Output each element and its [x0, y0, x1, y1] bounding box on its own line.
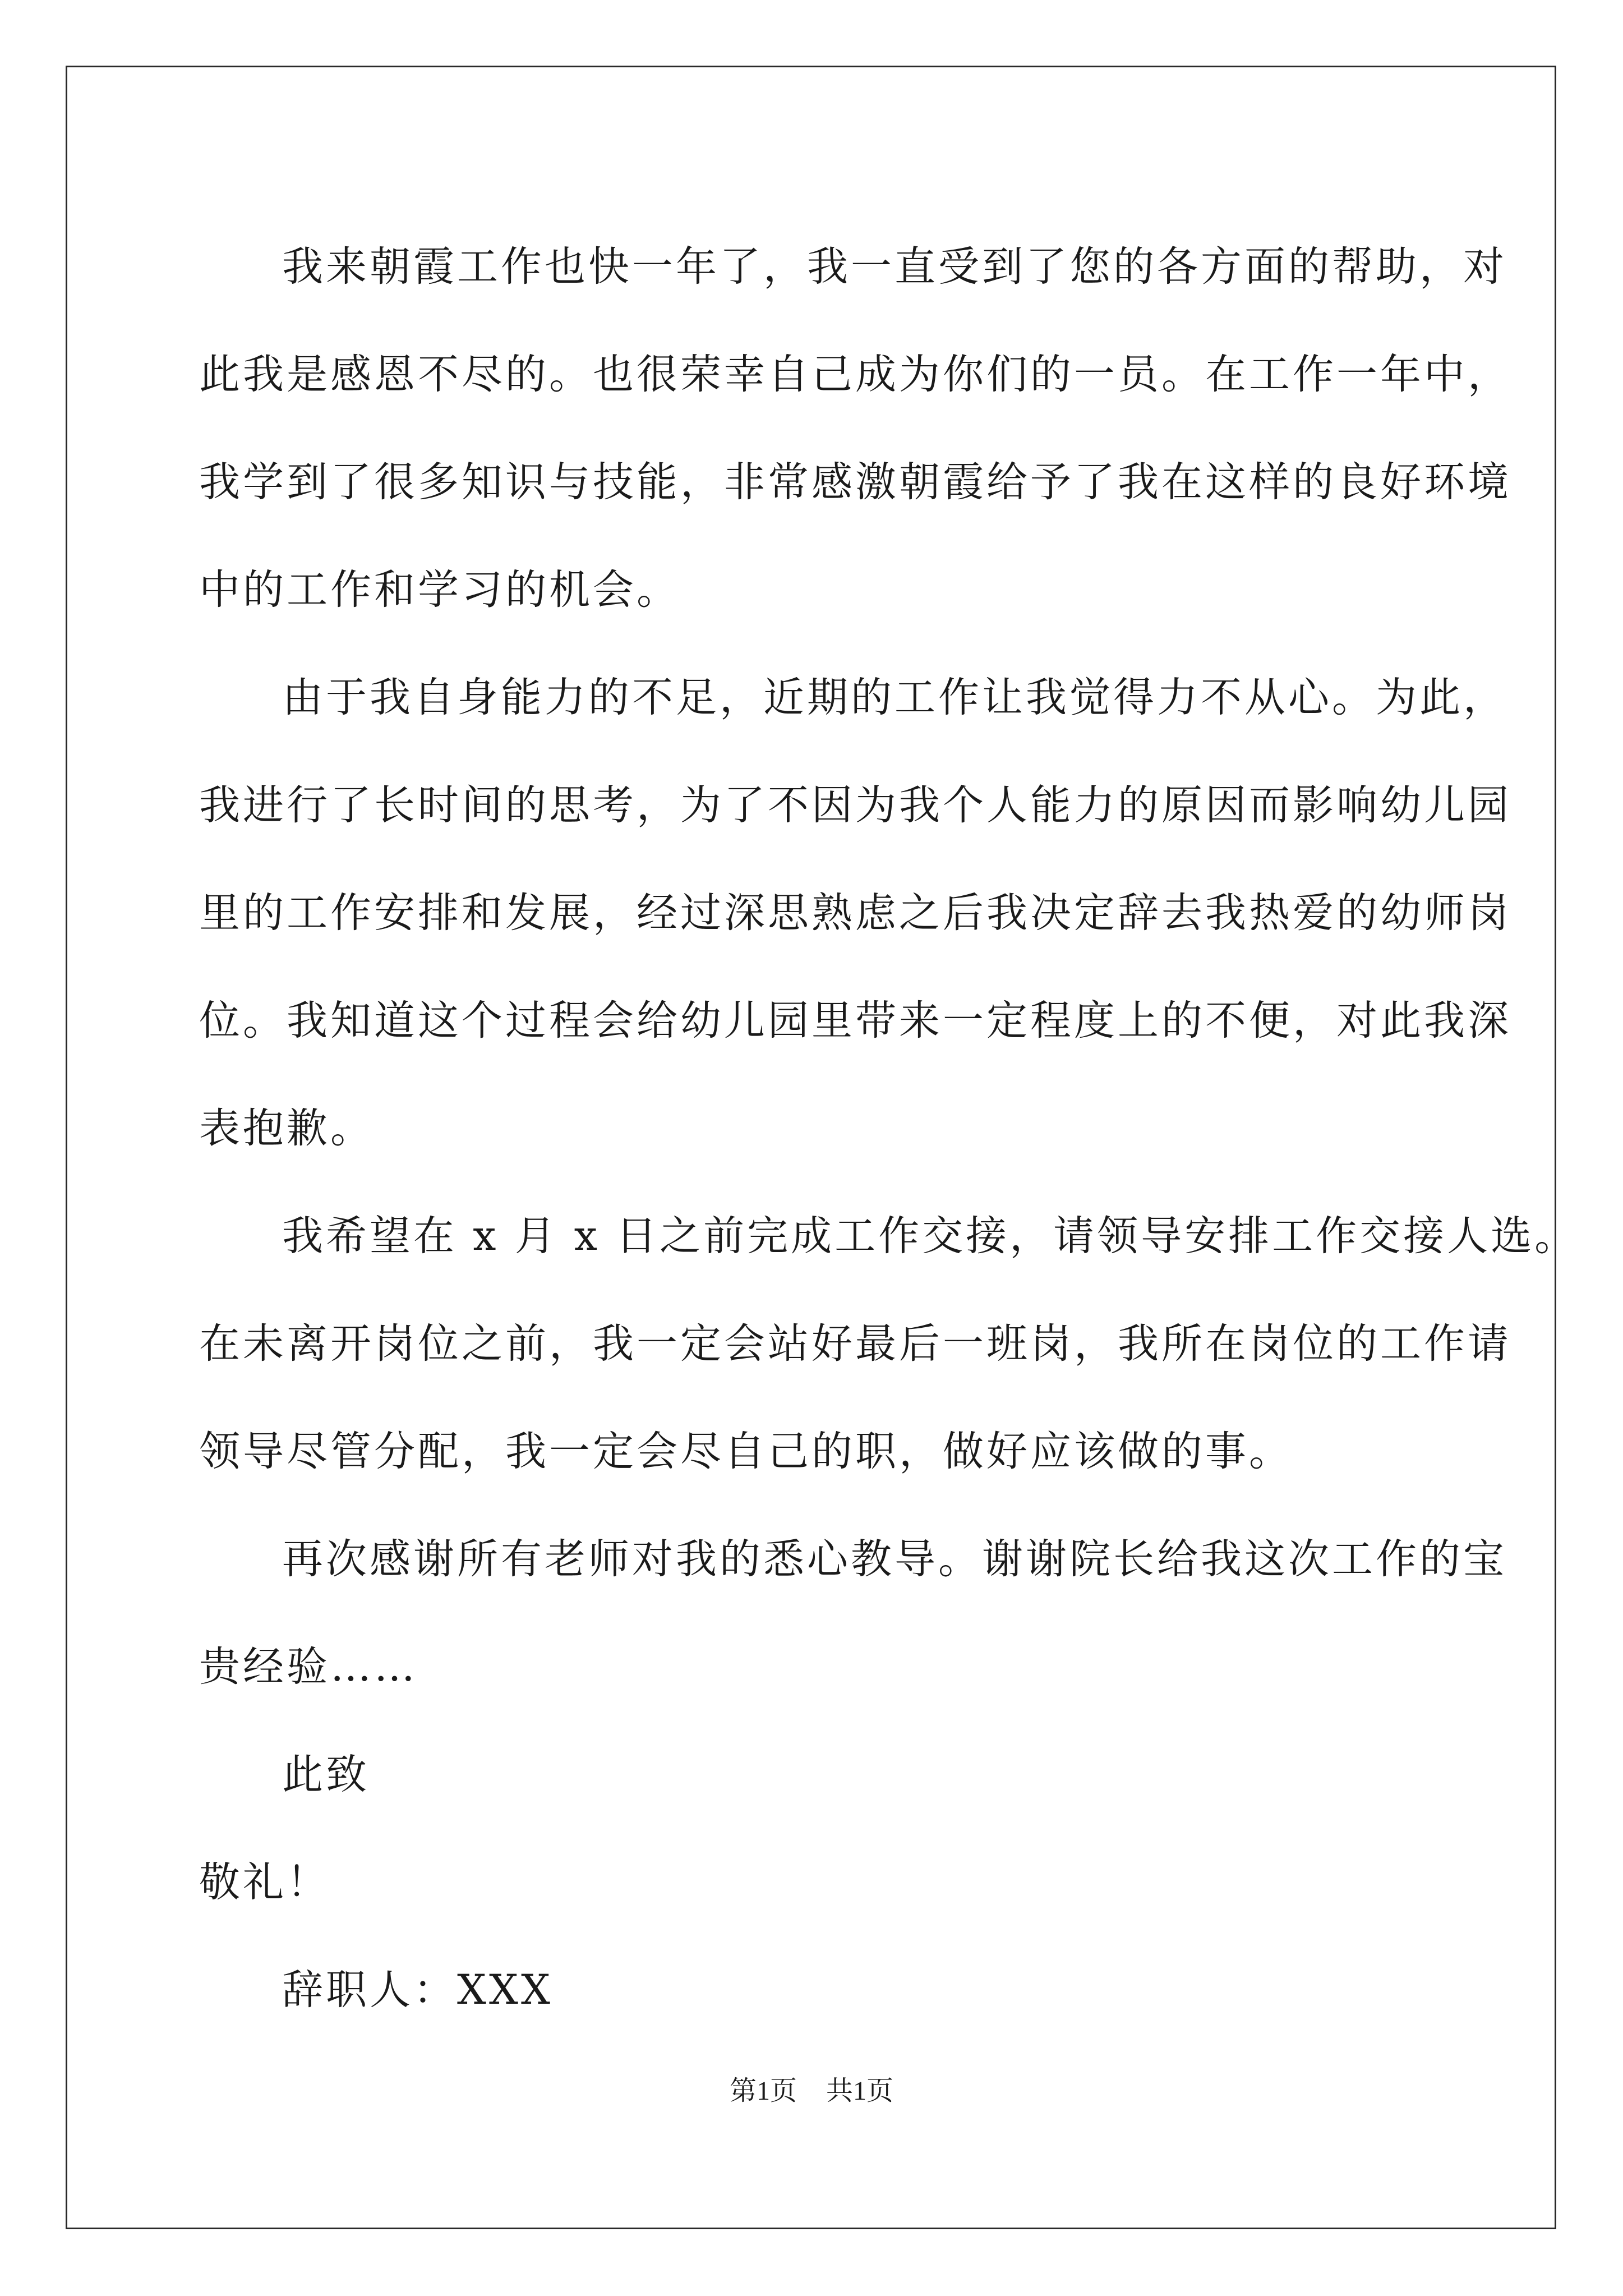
text-line: 表抱歉。	[199, 1105, 374, 1152]
salutation-text: 敬礼！	[199, 1858, 330, 1906]
text-line: 此我是感恩不尽的。也很荣幸自己成为你们的一员。在工作一年中，	[199, 351, 1511, 398]
text-line: 领导尽管分配，我一定会尽自己的职，做好应该做的事。	[199, 1428, 1293, 1475]
text-line: 里的工作安排和发展，经过深思熟虑之后我决定辞去我热爱的幼师岗	[199, 889, 1511, 937]
text-line: 我进行了长时间的思考，为了不因为我个人能力的原因而影响幼儿园	[199, 781, 1511, 829]
text-line: 我学到了很多知识与技能，非常感激朝霞给予了我在这样的良好环境	[199, 458, 1511, 506]
text-line: 在未离开岗位之前，我一定会站好最后一班岗，我所在岗位的工作请	[199, 1320, 1511, 1368]
text-line: 由于我自身能力的不足，近期的工作让我觉得力不从心。为此，	[282, 674, 1507, 721]
signature-text: 辞职人：XXX	[282, 1966, 553, 2014]
text-line: 我希望在 x 月 x 日之前完成工作交接，请领导安排工作交接人选。	[282, 1212, 1579, 1260]
letter-body	[199, 213, 1579, 2044]
text-line: 贵经验……	[199, 1643, 418, 1691]
page-footer	[0, 2074, 1623, 2108]
text-line: 中的工作和学习的机会。	[199, 566, 680, 614]
text-line: 我来朝霞工作也快一年了，我一直受到了您的各方面的帮助，对	[282, 243, 1507, 291]
page-number: 第1页	[729, 2076, 797, 2106]
page-total: 共1页	[826, 2076, 894, 2106]
text-line: 再次感谢所有老师对我的悉心教导。谢谢院长给我这次工作的宝	[282, 1535, 1507, 1583]
text-line: 位。我知道这个过程会给幼儿园里带来一定程度上的不便，对此我深	[199, 997, 1511, 1045]
closing-text: 此致	[282, 1751, 370, 1798]
